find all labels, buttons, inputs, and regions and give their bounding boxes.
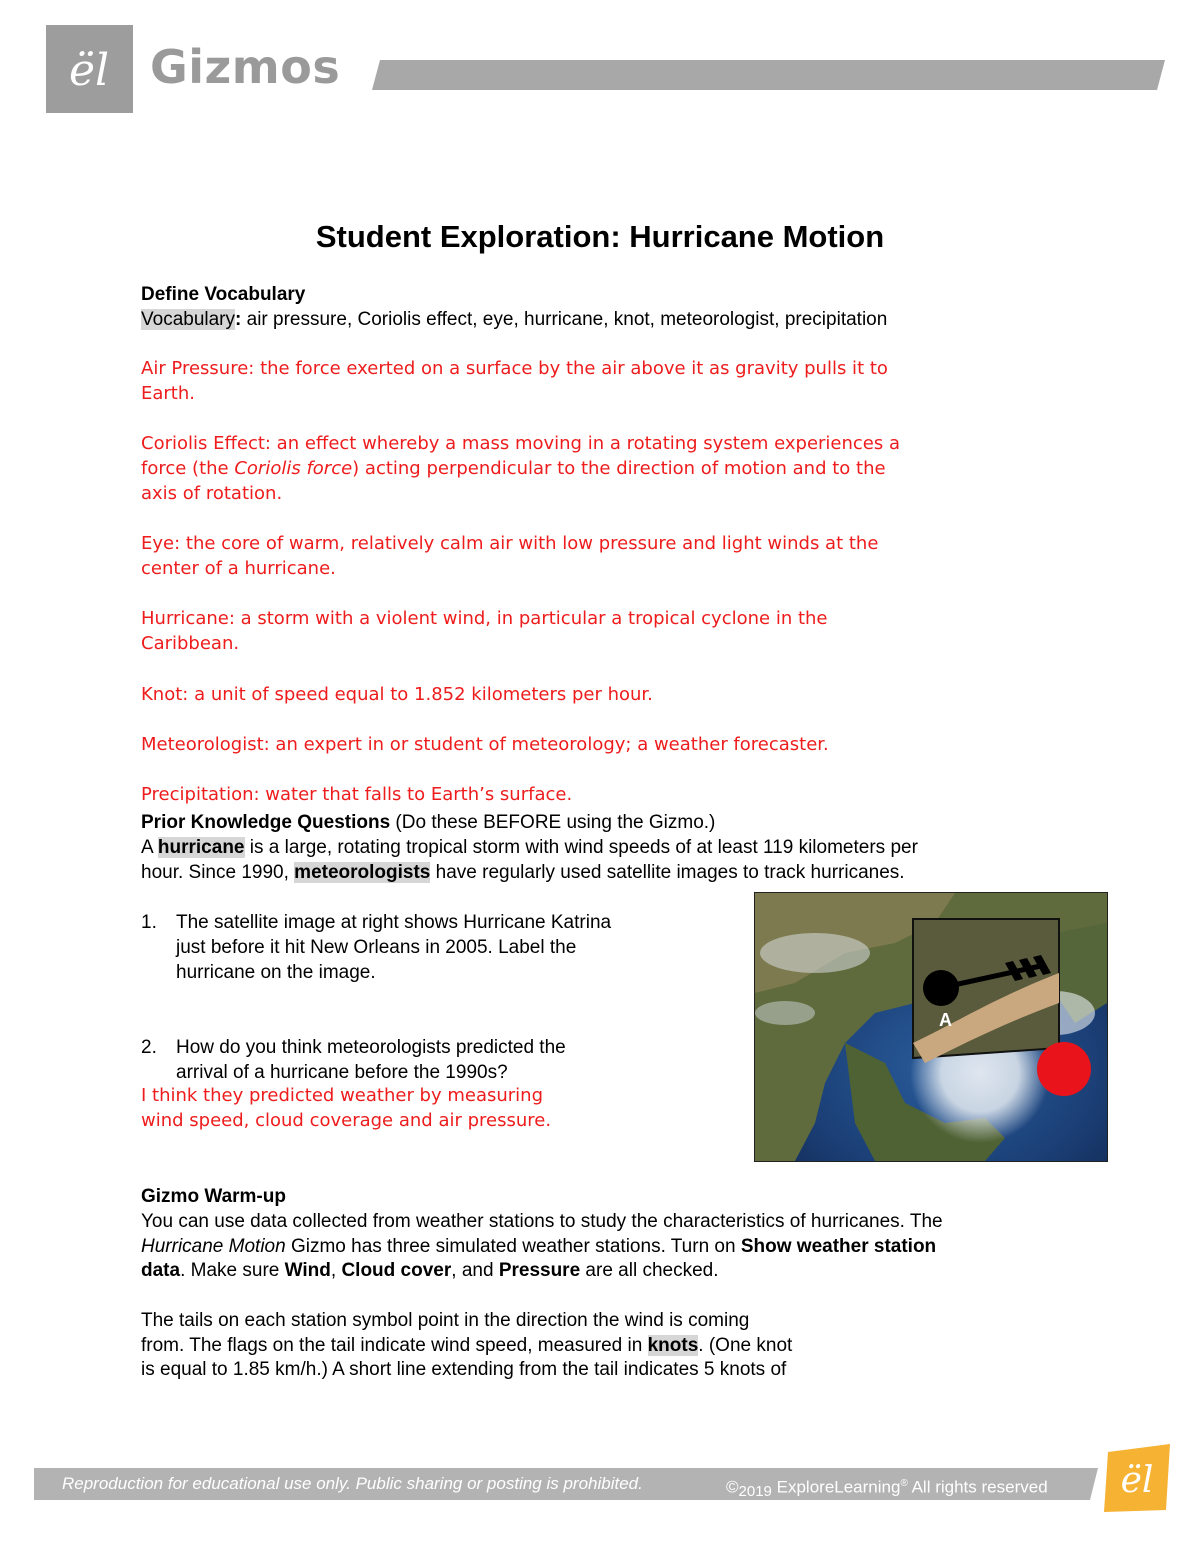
vocab-list: Vocabulary: air pressure, Coriolis effect, eye, hurricane, knot, meteorologist, precipitation — [141, 309, 888, 330]
question-2-number: 2. — [141, 1037, 157, 1058]
page-title: Student Exploration: Hurricane Motion — [315, 219, 885, 254]
warmup-heading: Gizmo Warm-up — [141, 1186, 286, 1207]
footer-copyright: ©2019 ExploreLearning® All rights reserved — [726, 1477, 1048, 1500]
vocab-heading: Define Vocabulary — [141, 284, 306, 305]
term-hurricane: hurricane — [157, 837, 245, 858]
warmup-p2-line-1: The tails on each station symbol point in the direction the wind is coming — [141, 1310, 750, 1331]
def-eye-1: Eye: the core of warm, relatively calm air with low pressure and light winds at the — [141, 533, 879, 554]
image-label-a: A — [939, 1010, 952, 1030]
vocab-label: Vocabulary — [141, 309, 236, 330]
def-air-pressure-1: Air Pressure: the force exerted on a surface by the air above it as gravity pulls it to — [141, 358, 888, 379]
question-1-number: 1. — [141, 912, 157, 933]
term-meteorologists: meteorologists — [294, 862, 431, 883]
question-1-line-3: hurricane on the image. — [176, 962, 376, 983]
term-knots: knots — [647, 1335, 699, 1356]
hurricane-label-dot — [1037, 1042, 1091, 1096]
prior-knowledge-p1: A hurricane is a large, rotating tropical storm with wind speeds of at least 119 kilometers per — [141, 837, 918, 858]
warmup-line-1: You can use data collected from weather stations to study the characteristics of hurricanes. The — [141, 1211, 943, 1232]
prior-knowledge-heading: Prior Knowledge Questions (Do these BEFORE using the Gizmo.) — [141, 812, 716, 833]
svg-text:ël: ël — [68, 45, 110, 96]
def-air-pressure-2: Earth. — [141, 383, 195, 404]
prior-knowledge-p2: hour. Since 1990, meteorologists have regularly used satellite images to track hurricanes. — [141, 862, 905, 883]
warmup-line-2: Hurricane Motion Gizmo has three simulated weather stations. Turn on Show weather station — [141, 1236, 937, 1257]
warmup-p2-line-3: is equal to 1.85 km/h.) A short line extending from the tail indicates 5 knots of — [141, 1359, 787, 1380]
def-coriolis-3: axis of rotation. — [141, 483, 283, 504]
gizmos-logo — [46, 25, 133, 113]
def-meteorologist: Meteorologist: an expert in or student of meteorology; a weather forecaster. — [141, 734, 829, 755]
svg-text:ël: ël — [1120, 1460, 1154, 1501]
def-eye-2: center of a hurricane. — [141, 558, 336, 579]
def-hurricane-2: Caribbean. — [141, 633, 240, 654]
def-precipitation: Precipitation: water that falls to Earth’s surface. — [141, 784, 573, 805]
header-bar — [372, 60, 1165, 90]
def-coriolis-1: Coriolis Effect: an effect whereby a mass moving in a rotating system experiences a — [141, 433, 900, 454]
question-1-line-2: just before it hit New Orleans in 2005. Label the — [176, 937, 577, 958]
question-1-line-1: The satellite image at right shows Hurricane Katrina — [176, 912, 612, 933]
explorelearning-logo-icon — [1100, 1440, 1176, 1516]
satellite-image — [754, 892, 1108, 1162]
station-symbol-overlay — [913, 919, 1059, 1063]
answer-2-line-2: wind speed, cloud coverage and air pressure. — [141, 1110, 552, 1131]
warmup-line-3: data. Make sure Wind, Cloud cover, and Pressure are all checked. — [141, 1260, 719, 1281]
question-2-line-1: How do you think meteorologists predicted the — [176, 1037, 566, 1058]
warmup-p2-line-2: from. The flags on the tail indicate wind speed, measured in knots. (One knot — [141, 1335, 793, 1356]
brand-name: Gizmos — [150, 40, 341, 94]
def-knot: Knot: a unit of speed equal to 1.852 kilometers per hour. — [141, 684, 653, 705]
answer-2-line-1: I think they predicted weather by measuring — [141, 1085, 544, 1106]
def-coriolis-2: force (the Coriolis force) acting perpendicular to the direction of motion and to the — [141, 458, 886, 479]
def-hurricane-1: Hurricane: a storm with a violent wind, in particular a tropical cyclone in the — [141, 608, 828, 629]
el-logo-icon — [46, 25, 133, 113]
footer-notice: Reproduction for educational use only. Public sharing or posting is prohibited. — [62, 1474, 643, 1493]
question-2-line-2: arrival of a hurricane before the 1990s? — [176, 1062, 508, 1083]
